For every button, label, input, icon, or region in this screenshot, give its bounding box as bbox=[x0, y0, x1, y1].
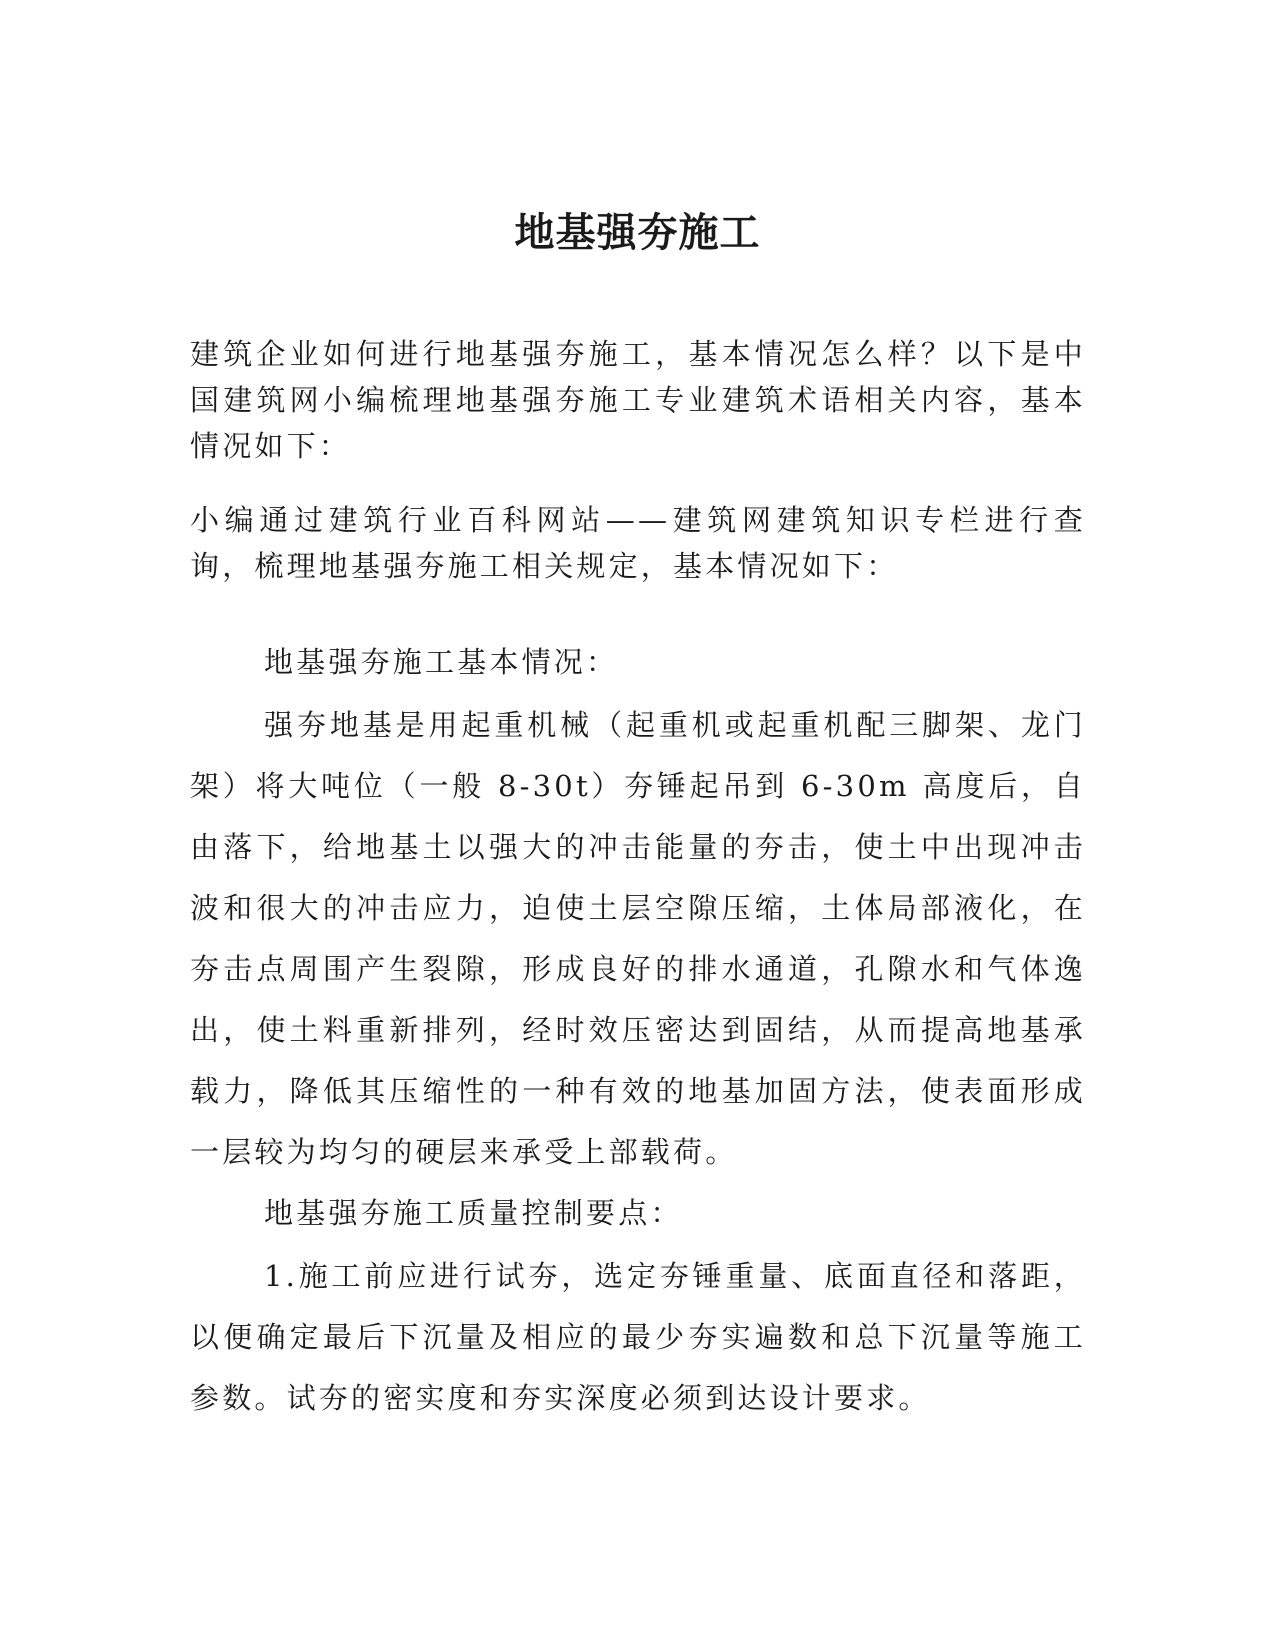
section-heading: 地基强夯施工基本情况： bbox=[264, 645, 619, 679]
section-paragraph: 1.施工前应进行试夯，选定夯锤重量、底面直径和落距，以便确定最后下沉量及相应的最少夯实遍数和总下沉量等施工参数。试夯的密实度和夯实深度必须到达设计要求。 bbox=[190, 1259, 1086, 1415]
section-paragraph: 强夯地基是用起重机械（起重机或起重机配三脚架、龙门架）将大吨位（一般 8-30t）夯锤起吊到 6-30m 高度后，自由落下，给地基土以强大的冲击能量的夯击，使土中出现冲击波和很大的冲击应力，迫使土层空隙压缩，土体局部液化，在夯击点周围产生裂隙，形成良好的排水通道，孔隙水和气体逸出，使土料重新排列，经时效压密达到固结，从而提高地基承载力，降低其压缩性的一种有效的地基加固方法，使表面形成一层较为均匀的硬层来承受上部载荷。 bbox=[190, 708, 1086, 1169]
intro-paragraph: 小编通过建筑行业百科网站——建筑网建筑知识专栏进行查询，梳理地基强夯施工相关规定，基本情况如下： bbox=[190, 503, 1086, 583]
section-heading: 地基强夯施工质量控制要点： bbox=[264, 1196, 683, 1230]
intro-paragraph: 建筑企业如何进行地基强夯施工，基本情况怎么样？以下是中国建筑网小编梳理地基强夯施工专业建筑术语相关内容，基本情况如下： bbox=[190, 337, 1086, 463]
document-title: 地基强夯施工 bbox=[514, 210, 761, 256]
